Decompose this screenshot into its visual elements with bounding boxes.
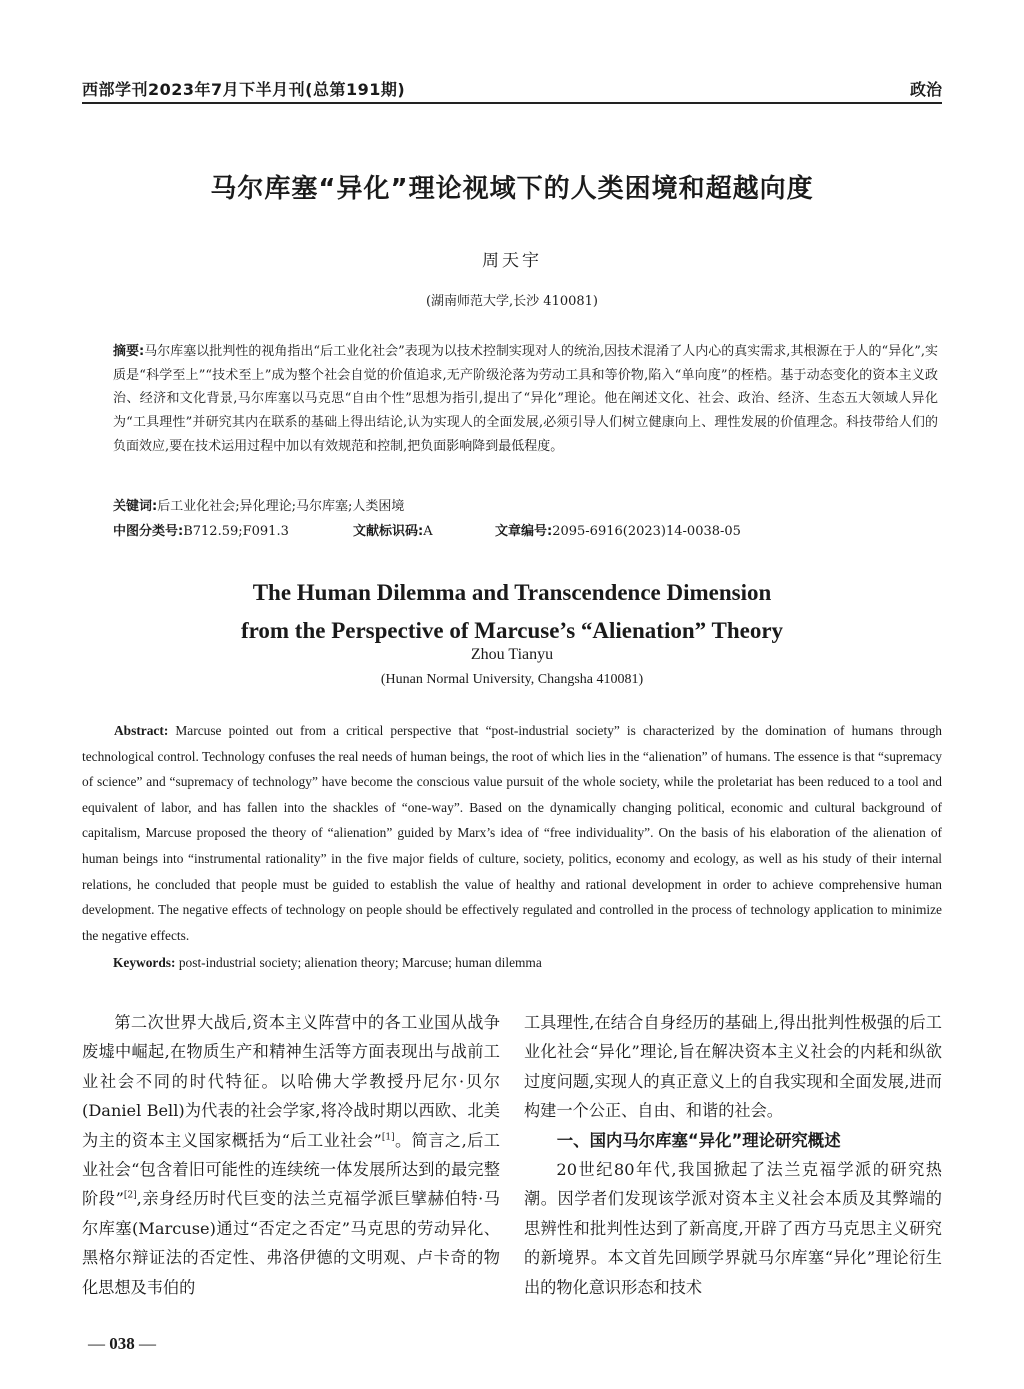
keywords-en-text: post-industrial society; alienation theory; Marcuse; human dilemma xyxy=(178,955,542,970)
keywords-en xyxy=(113,955,938,971)
body-text: ,亲身经历时代巨变的法兰克福学派巨擘赫伯特·马尔库塞(Marcuse)通过“否定之否定”马克思的劳动异化、黑格尔辩证法的否定性、弗洛伊德的文明观、卢卡奇的物化思想及韦伯的 xyxy=(82,1189,500,1297)
keywords-cn xyxy=(113,495,938,514)
abstract-cn-label: 摘要: xyxy=(113,344,145,359)
page-number xyxy=(88,1334,156,1354)
body-paragraph: 20世纪80年代,我国掀起了法兰克福学派的研究热潮。因学者们发现该学派对资本主义社会本质及其弊端的思辨性和批判性达到了新高度,开辟了西方马克思主义研究的新境界。本文首先回顾学界就马尔库塞“异化”理论衍生出的物化意识形态和技术 xyxy=(524,1160,942,1297)
clc-label: 中图分类号: xyxy=(113,524,184,539)
citation-ref[interactable]: [2] xyxy=(123,1191,137,1202)
author-cn: 周天宇 xyxy=(482,251,542,271)
article-label: 文章编号: xyxy=(495,524,553,539)
title-en-line-1: The Human Dilemma and Transcendence Dimension xyxy=(252,580,772,605)
abstract-cn-text: 马尔库塞以批判性的视角指出“后工业化社会”表现为以技术控制实现对人的统治,因技术混淆了人内心的真实需求,其根源在于人的“异化”,实质是“科学至上”“技术至上”成为整个社会自觉的价值追求,无产阶级沦落为劳动工具和等价物,陷入“单向度”的桎梏。基于动态变化的资本主义政治、经济和文化背景,马尔库塞以马克思“自由个性”思想为指引,提出了“异化”理论。他在阐述文化、社会、政治、经济、生态五大领域人异化为“工具理性”并研究其内在联系的基础上得出结论,认为实现人的全面发展,必须引导人们树立健康向上、理性发展的价值理念。科技带给人们的负面效应,要在技术运用过程中加以有效规范和控制,把负面影响降到最低程度。 xyxy=(113,344,939,454)
affiliation-cn: (湖南师范大学,长沙 410081) xyxy=(425,294,599,309)
journal-info xyxy=(82,77,405,100)
page-dash-right: — xyxy=(139,1334,156,1353)
clc-value: B712.59;F091.3 xyxy=(183,524,289,539)
running-header xyxy=(82,70,942,100)
classification-meta xyxy=(113,520,938,539)
article-value: 2095-6916(2023)14-0038-05 xyxy=(552,524,741,539)
title-cn: 马尔库塞“异化”理论视域下的人类困境和超越向度 xyxy=(210,174,814,204)
author-en: Zhou Tianyu xyxy=(470,646,554,663)
body-paragraph xyxy=(82,1008,500,1302)
body-column-right xyxy=(524,1008,942,1302)
abstract-en xyxy=(82,718,942,948)
clc-code xyxy=(113,520,353,539)
page-number-value: 038 xyxy=(109,1334,135,1353)
body-column-left xyxy=(82,1008,500,1302)
header-rule xyxy=(82,102,942,104)
title-en xyxy=(82,574,942,650)
keywords-en-label: Keywords: xyxy=(113,955,176,970)
body-paragraph: 工具理性,在结合自身经历的基础上,得出批判性极强的后工业化社会“异化”理论,旨在解决资本主义社会的内耗和纵欲过度问题,实现人的真正意义上的自我实现和全面发展,进而构建一个公正、自由、和谐的社会。 xyxy=(524,1013,942,1121)
page-dash-left: — xyxy=(88,1334,105,1353)
abstract-en-text: Marcuse pointed out from a critical perspective that “post-industrial society” is characterized by the domination of humans through technological control. Technology confuses the real needs of human beings, the root of which lies in the “alienation” of humans. The essence is that “supremacy of science” and “supremacy of technology” have become the conscious value pursuit of the whole society, while the proletariat has been reduced to a tool and equivalent of labor, and has fallen into the shackles of “one-way”. Based on the dynamically changing political, economic and cultural background of capitalism, Marcuse proposed the theory of “alienation” guided by Marx’s idea of “free individuality”. On the basis of his elaboration of the alienation of human beings into “instrumental rationality” in the five major fields of culture, society, politics, economy and ecology, as well as his study of their internal relations, he concluded that people must be guided to establish the value of healthy and rational development in order to achieve comprehensive human development. The negative effects of technology on people should be effectively regulated and controlled in the process of technology application to minimize the negative effects. xyxy=(82,723,942,943)
journal-logo: 西部学刊 xyxy=(82,80,149,99)
doc-code xyxy=(353,520,495,539)
keywords-cn-text: 后工业化社会;异化理论;马尔库塞;人类困境 xyxy=(157,499,405,514)
abstract-en-label: Abstract: xyxy=(114,723,169,738)
article-number xyxy=(495,520,741,539)
affiliation-en: (Hunan Normal University, Changsha 410081) xyxy=(380,672,644,687)
abstract-cn xyxy=(113,340,938,459)
section-tag: 政治 xyxy=(909,80,942,99)
journal-issue: 2023年7月下半月刊(总第191期) xyxy=(148,80,406,99)
section-heading: 一、国内马尔库塞“异化”理论研究概述 xyxy=(556,1130,841,1150)
body-text: 。简言之,后工业社会“包含着旧可能性的连续统一体发展所达到的最完整阶段” xyxy=(82,1130,500,1209)
doc-value: A xyxy=(423,524,433,539)
body-text: 第二次世界大战后,资本主义阵营中的各工业国从战争废墟中崛起,在物质生产和精神生活等方面表现出与战前工业社会不同的时代特征。以哈佛大学教授丹尼尔·贝尔(Daniel Bell)为代表的社会学家,将冷战时期以西欧、北美为主的资本主义国家概括为“后工业社会” xyxy=(82,1013,500,1150)
doc-label: 文献标识码: xyxy=(353,524,424,539)
title-en-line-2: from the Perspective of Marcuse’s “Alienation” Theory xyxy=(240,618,784,643)
keywords-cn-label: 关键词: xyxy=(113,499,158,514)
citation-ref[interactable]: [1] xyxy=(381,1132,395,1143)
